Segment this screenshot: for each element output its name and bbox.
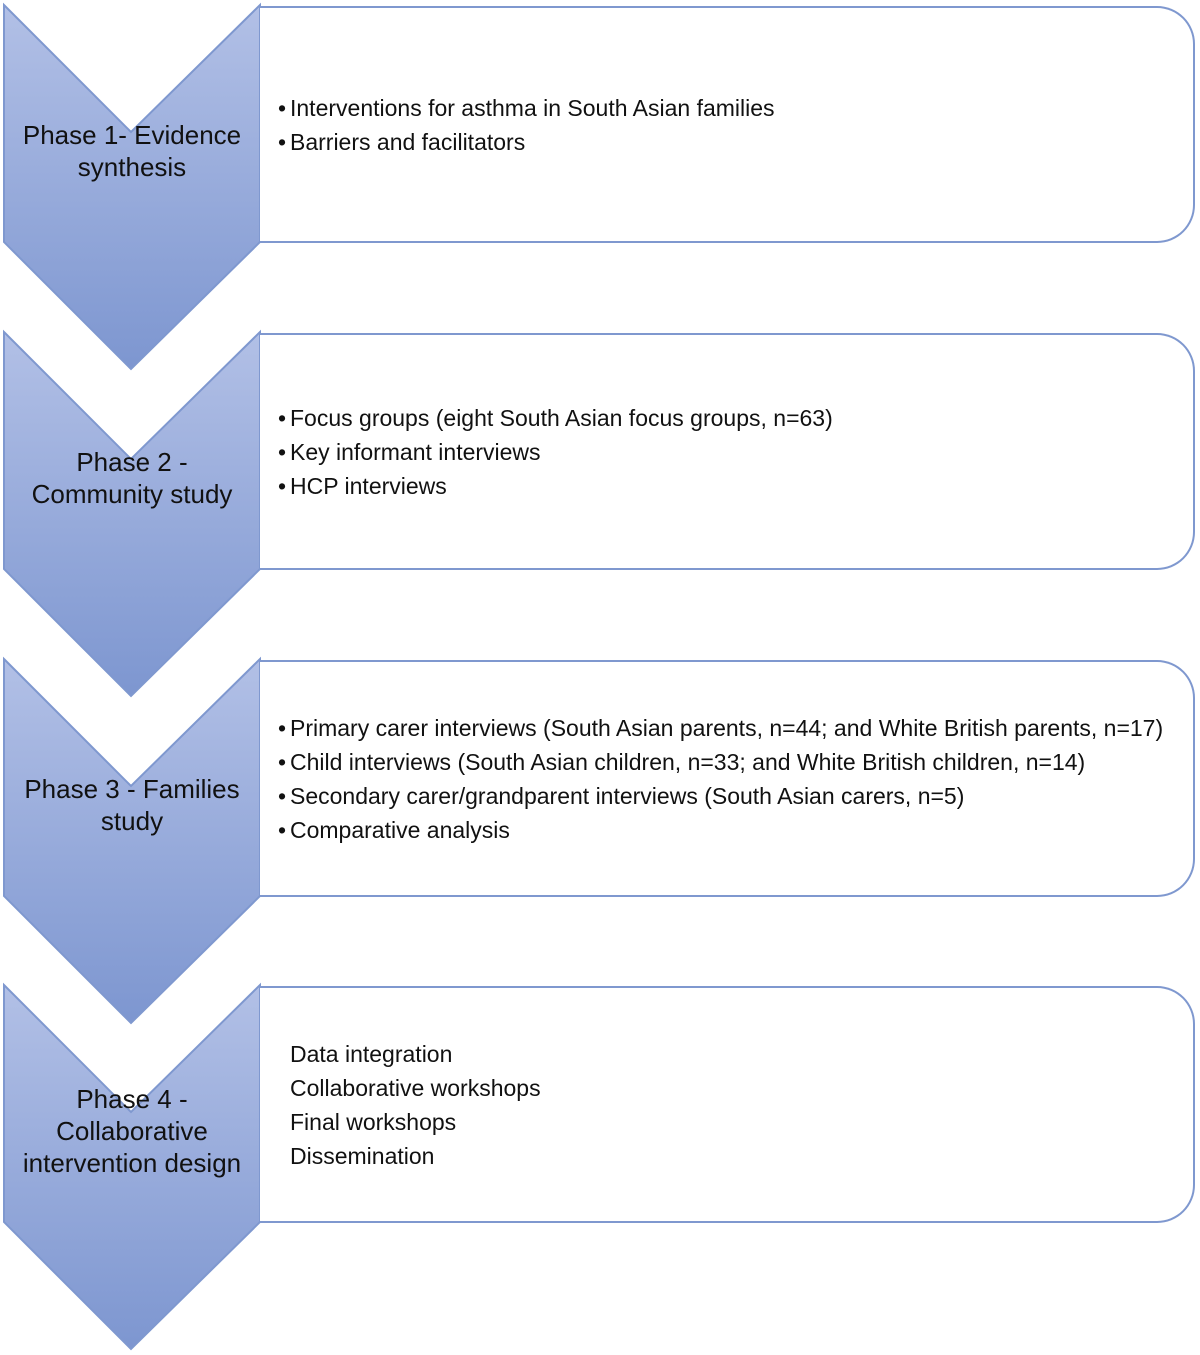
list-item: • Barriers and facilitators: [278, 128, 526, 155]
phase-3: [0, 656, 1200, 1026]
list-item: • Interventions for asthma in South Asian families: [278, 94, 775, 121]
phase-title: Phase 4 - Collaborative intervention design: [22, 1084, 242, 1178]
list-item: • Comparative analysis: [278, 816, 510, 843]
phase-details-box: [260, 660, 1195, 897]
phase-title: Phase 1- Evidence synthesis: [22, 120, 242, 182]
phase-items: [260, 401, 853, 503]
phase-1: [0, 2, 1200, 372]
list-item: • HCP interviews: [278, 472, 447, 499]
list-item: Dissemination: [290, 1142, 435, 1169]
phase-items: [260, 711, 1183, 847]
phase-title: Phase 3 - Families study: [24, 774, 240, 836]
phase-details-box: [260, 6, 1195, 243]
list-item: • Primary carer interviews (South Asian parents, n=44; and White British parents, n=17): [278, 714, 1164, 741]
phase-items: [260, 91, 795, 159]
list-item: Collaborative workshops: [290, 1074, 541, 1101]
phase-title: Phase 2 - Community study: [31, 447, 233, 509]
phase-details-box: [260, 333, 1195, 570]
list-item: Data integration: [290, 1040, 453, 1067]
phase-items: [260, 1037, 561, 1173]
phase-details-box: [260, 986, 1195, 1223]
list-item: • Key informant interviews: [278, 438, 541, 465]
list-item: Final workshops: [290, 1108, 457, 1135]
phase-4: [0, 982, 1200, 1352]
list-item: • Focus groups (eight South Asian focus groups, n=63): [278, 404, 833, 431]
list-item: • Child interviews (South Asian children, n=33; and White British children, n=14): [278, 748, 1086, 775]
list-item: • Secondary carer/grandparent interviews (South Asian carers, n=5): [278, 782, 965, 809]
phase-2: [0, 329, 1200, 699]
